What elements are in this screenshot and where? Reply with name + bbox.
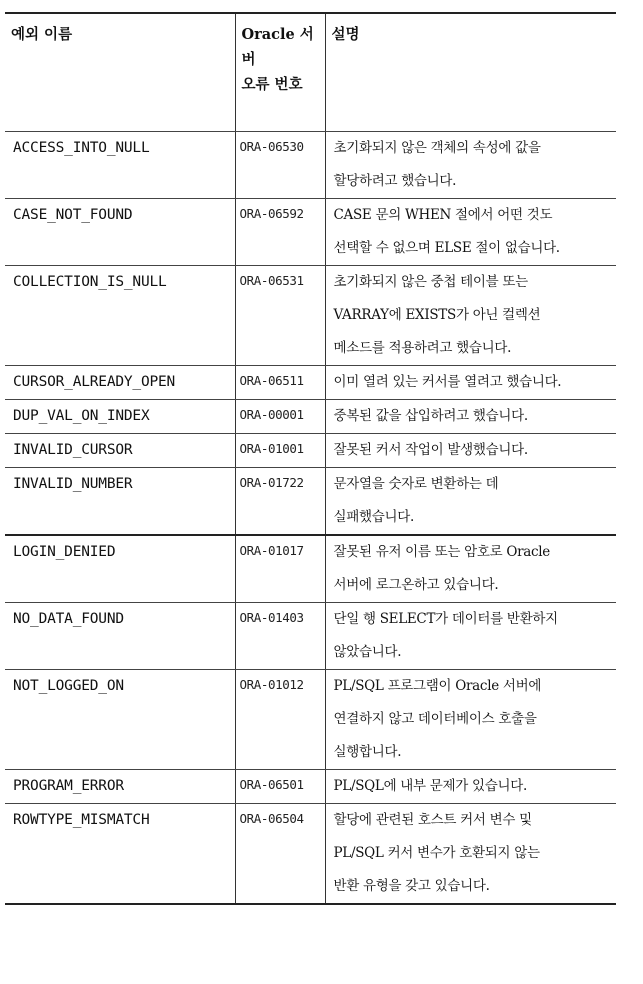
- error-code-cell: ORA-06504: [235, 803, 325, 904]
- description-cell: [325, 365, 616, 399]
- error-code-cell: ORA-06530: [235, 131, 325, 198]
- exception-name-cell: DUP_VAL_ON_INDEX: [5, 399, 235, 433]
- exception-name-cell: CASE_NOT_FOUND: [5, 198, 235, 265]
- description-line: 잘못된 유저 이름 또는 암호로 Oracle: [333, 543, 550, 560]
- description-cell: [325, 769, 616, 803]
- exception-name-cell: NOT_LOGGED_ON: [5, 669, 235, 769]
- exception-name-cell: INVALID_NUMBER: [5, 467, 235, 535]
- exception-name-cell: LOGIN_DENIED: [5, 535, 235, 603]
- header-code-line-1: Oracle 서버: [241, 26, 314, 68]
- exception-name-cell: COLLECTION_IS_NULL: [5, 265, 235, 365]
- description-line: 초기화되지 않은 객체의 속성에 값을: [333, 139, 541, 156]
- description-cell: [325, 467, 616, 535]
- description-line: 중복된 값을 삽입하려고 했습니다.: [333, 407, 528, 424]
- exception-name-cell: ACCESS_INTO_NULL: [5, 131, 235, 198]
- table-row: [5, 467, 616, 535]
- description-line: 단일 행 SELECT가 데이터를 반환하지: [333, 610, 558, 627]
- error-code-cell: ORA-06501: [235, 769, 325, 803]
- table-row: [5, 669, 616, 769]
- exception-name-cell: ROWTYPE_MISMATCH: [5, 803, 235, 904]
- description-line: 선택할 수 없으며 ELSE 절이 없습니다.: [333, 239, 560, 256]
- description-cell: [325, 198, 616, 265]
- description-cell: [325, 265, 616, 365]
- table-row: [5, 433, 616, 467]
- table-row: [5, 365, 616, 399]
- error-code-cell: ORA-01722: [235, 467, 325, 535]
- description-line: 문자열을 숫자로 변환하는 데: [333, 475, 499, 492]
- error-code-cell: ORA-06592: [235, 198, 325, 265]
- description-line: PL/SQL 커서 변수가 호환되지 않는: [333, 844, 540, 861]
- description-line: VARRAY에 EXISTS가 아닌 컬렉션: [333, 306, 541, 323]
- header-exception-name-label: 예외 이름: [11, 26, 73, 43]
- table-row: [5, 131, 616, 198]
- header-description: [325, 13, 616, 131]
- error-code-cell: ORA-01017: [235, 535, 325, 603]
- exception-name-cell: PROGRAM_ERROR: [5, 769, 235, 803]
- description-cell: [325, 669, 616, 769]
- table-row: [5, 265, 616, 365]
- description-cell: [325, 433, 616, 467]
- description-line: 실패했습니다.: [333, 508, 414, 525]
- description-cell: [325, 535, 616, 603]
- table-row: [5, 602, 616, 669]
- description-line: 이미 열려 있는 커서를 열려고 했습니다.: [333, 373, 562, 390]
- description-cell: [325, 803, 616, 904]
- error-code-cell: ORA-01403: [235, 602, 325, 669]
- description-line: 메소드를 적용하려고 했습니다.: [333, 339, 512, 356]
- description-cell: [325, 399, 616, 433]
- table-row: [5, 535, 616, 603]
- description-line: 않았습니다.: [333, 643, 402, 660]
- exception-table: [5, 12, 616, 905]
- description-line: 반환 유형을 갖고 있습니다.: [333, 877, 490, 894]
- exception-name-cell: CURSOR_ALREADY_OPEN: [5, 365, 235, 399]
- exception-name-cell: NO_DATA_FOUND: [5, 602, 235, 669]
- table-row: [5, 198, 616, 265]
- description-line: 초기화되지 않은 중첩 테이블 또는: [333, 273, 528, 290]
- table-body: [5, 131, 616, 904]
- exception-name-cell: INVALID_CURSOR: [5, 433, 235, 467]
- table-header: [5, 13, 616, 131]
- error-code-cell: ORA-01012: [235, 669, 325, 769]
- description-line: CASE 문의 WHEN 절에서 어떤 것도: [333, 206, 553, 223]
- description-line: PL/SQL에 내부 문제가 있습니다.: [333, 777, 527, 794]
- header-exception-name: [5, 13, 235, 131]
- header-row: [5, 13, 616, 131]
- description-line: 실행합니다.: [333, 743, 402, 760]
- description-line: PL/SQL 프로그램이 Oracle 서버에: [333, 677, 542, 694]
- description-line: 할당하려고 했습니다.: [333, 172, 457, 189]
- header-description-label: 설명: [331, 26, 360, 43]
- error-code-cell: ORA-06511: [235, 365, 325, 399]
- error-code-cell: ORA-00001: [235, 399, 325, 433]
- description-cell: [325, 131, 616, 198]
- description-line: 할당에 관련된 호스트 커서 변수 및: [333, 811, 532, 828]
- table-row: [5, 803, 616, 904]
- error-code-cell: ORA-01001: [235, 433, 325, 467]
- description-line: 잘못된 커서 작업이 발생했습니다.: [333, 441, 528, 458]
- table-row: [5, 399, 616, 433]
- table-row: [5, 769, 616, 803]
- error-code-cell: ORA-06531: [235, 265, 325, 365]
- description-line: 연결하지 않고 데이터베이스 호출을: [333, 710, 537, 727]
- header-oracle-error-number: [235, 13, 325, 131]
- description-line: 서버에 로그온하고 있습니다.: [333, 576, 499, 593]
- description-cell: [325, 602, 616, 669]
- header-code-line-2: 오류 번호: [241, 76, 303, 93]
